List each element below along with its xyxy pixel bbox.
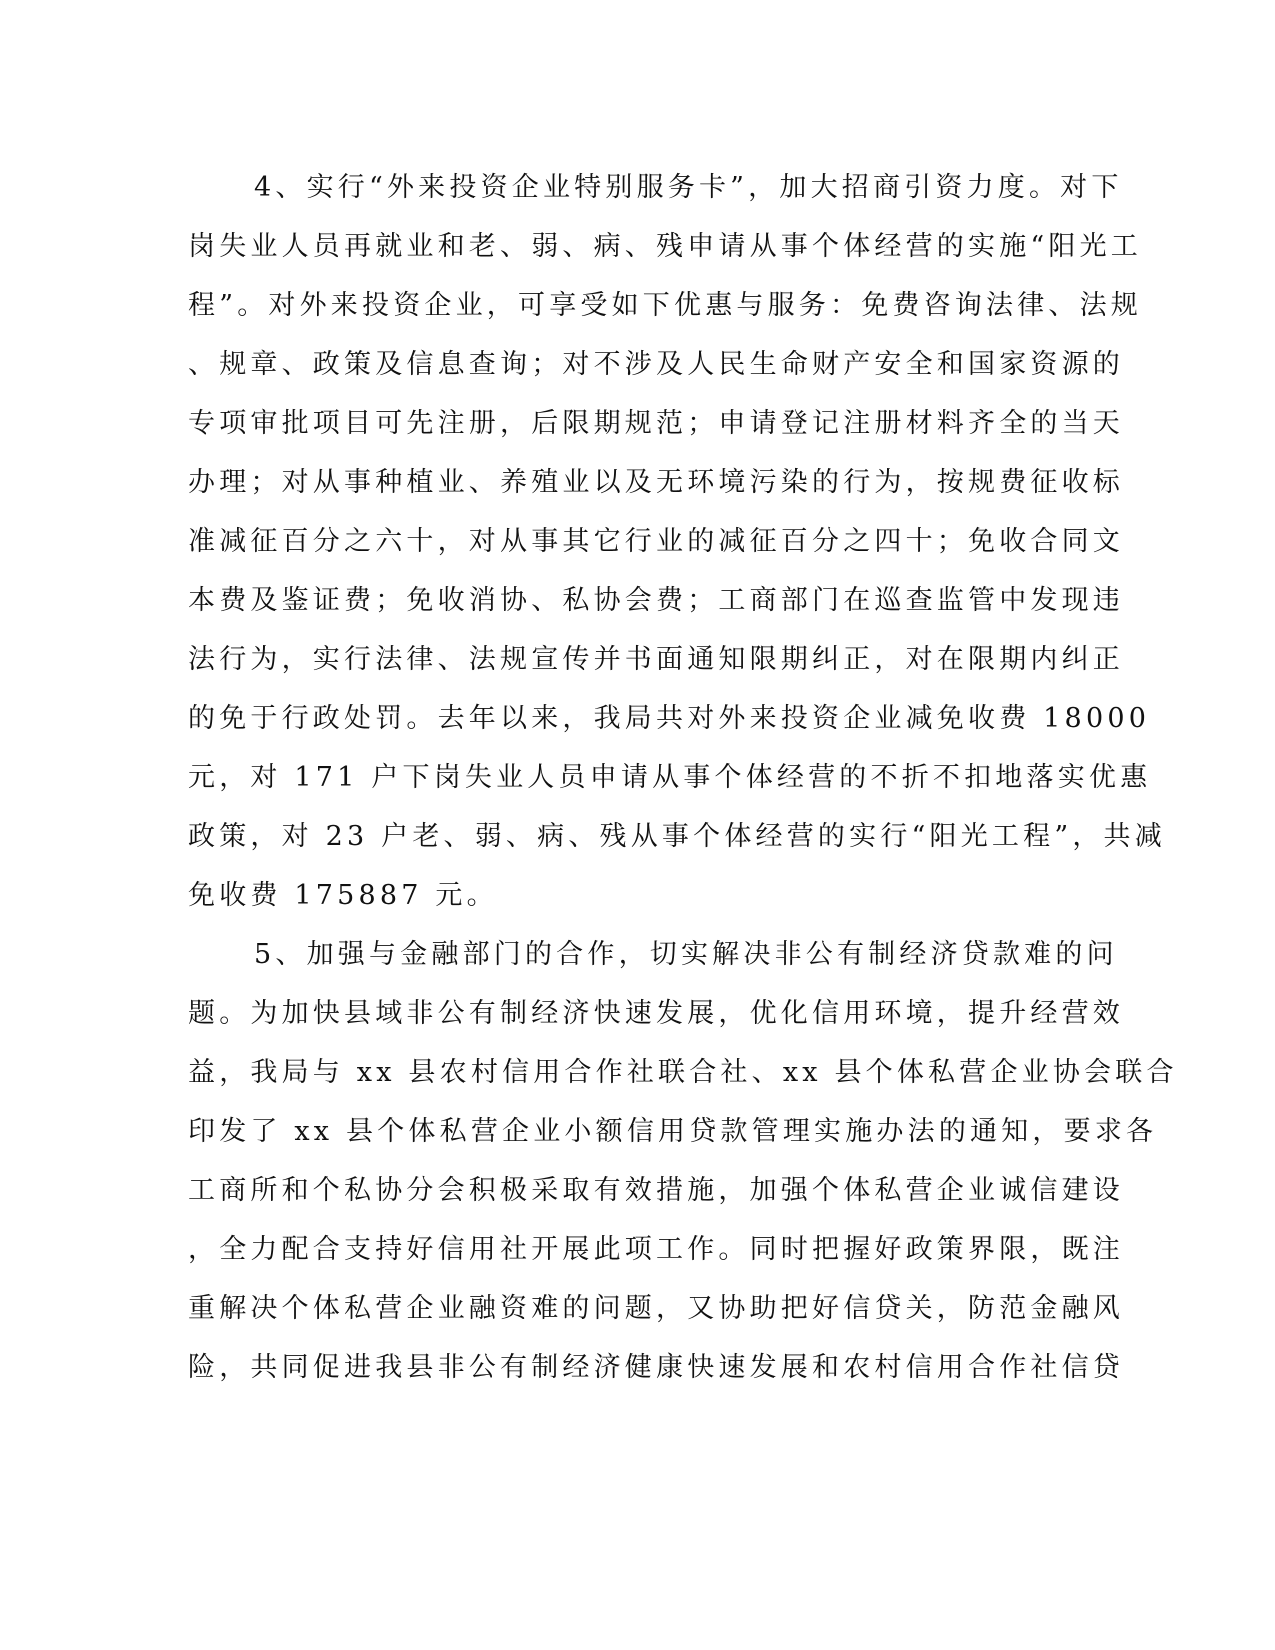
- paragraph-4-line-4: 、规章、政策及信息查询；对不涉及人民生命财产安全和国家资源的: [188, 349, 1124, 380]
- paragraph-4-line-3: 程”。对外来投资企业，可享受如下优惠与服务：免费咨询法律、法规: [188, 290, 1143, 321]
- paragraph-5-line-6: ，全力配合支持好信用社开展此项工作。同时把握好政策界限，既注: [188, 1234, 1124, 1265]
- paragraph-4-line-10: 的免于行政处罚。去年以来，我局共对外来投资企业减免收费 18000: [188, 703, 1151, 734]
- paragraph-4-line-9: 法行为，实行法律、法规宣传并书面通知限期纠正，对在限期内纠正: [188, 644, 1124, 675]
- paragraph-4-line-6: 办理；对从事种植业、养殖业以及无环境污染的行为，按规费征收标: [188, 467, 1124, 498]
- paragraph-5-line-2: 题。为加快县域非公有制经济快速发展，优化信用环境，提升经营效: [188, 998, 1124, 1029]
- paragraph-5-line-7: 重解决个体私营企业融资难的问题，又协助把好信贷关，防范金融风: [188, 1293, 1124, 1324]
- paragraph-4-line-13: 免收费 175887 元。: [188, 880, 498, 911]
- paragraph-4-line-1: 4、实行“外来投资企业特别服务卡”，加大招商引资力度。对下: [254, 172, 1123, 203]
- paragraph-4-line-12: 政策，对 23 户老、弱、病、残从事个体经营的实行“阳光工程”，共减: [188, 821, 1166, 852]
- paragraph-5-line-4: 印发了 xx 县个体私营企业小额信用贷款管理实施办法的通知，要求各: [188, 1116, 1158, 1147]
- paragraph-5-line-8: 险，共同促进我县非公有制经济健康快速发展和农村信用合作社信贷: [188, 1352, 1124, 1383]
- paragraph-5-line-3: 益，我局与 xx 县农村信用合作社联合社、xx 县个体私营企业协会联合: [188, 1057, 1178, 1088]
- paragraph-4-line-11: 元，对 171 户下岗失业人员申请从事个体经营的不折不扣地落实优惠: [188, 762, 1152, 793]
- paragraph-4-line-2: 岗失业人员再就业和老、弱、病、残申请从事个体经营的实施“阳光工: [188, 231, 1143, 262]
- paragraph-4-line-5: 专项审批项目可先注册，后限期规范；申请登记注册材料齐全的当天: [188, 408, 1124, 439]
- paragraph-4-line-7: 准减征百分之六十，对从事其它行业的减征百分之四十；免收合同文: [188, 526, 1124, 557]
- paragraph-5-line-1: 5、加强与金融部门的合作，切实解决非公有制经济贷款难的问: [254, 939, 1118, 970]
- paragraph-4-line-8: 本费及鉴证费；免收消协、私协会费；工商部门在巡查监管中发现违: [188, 585, 1124, 616]
- paragraph-5-line-5: 工商所和个私协分会积极采取有效措施，加强个体私营企业诚信建设: [188, 1175, 1124, 1206]
